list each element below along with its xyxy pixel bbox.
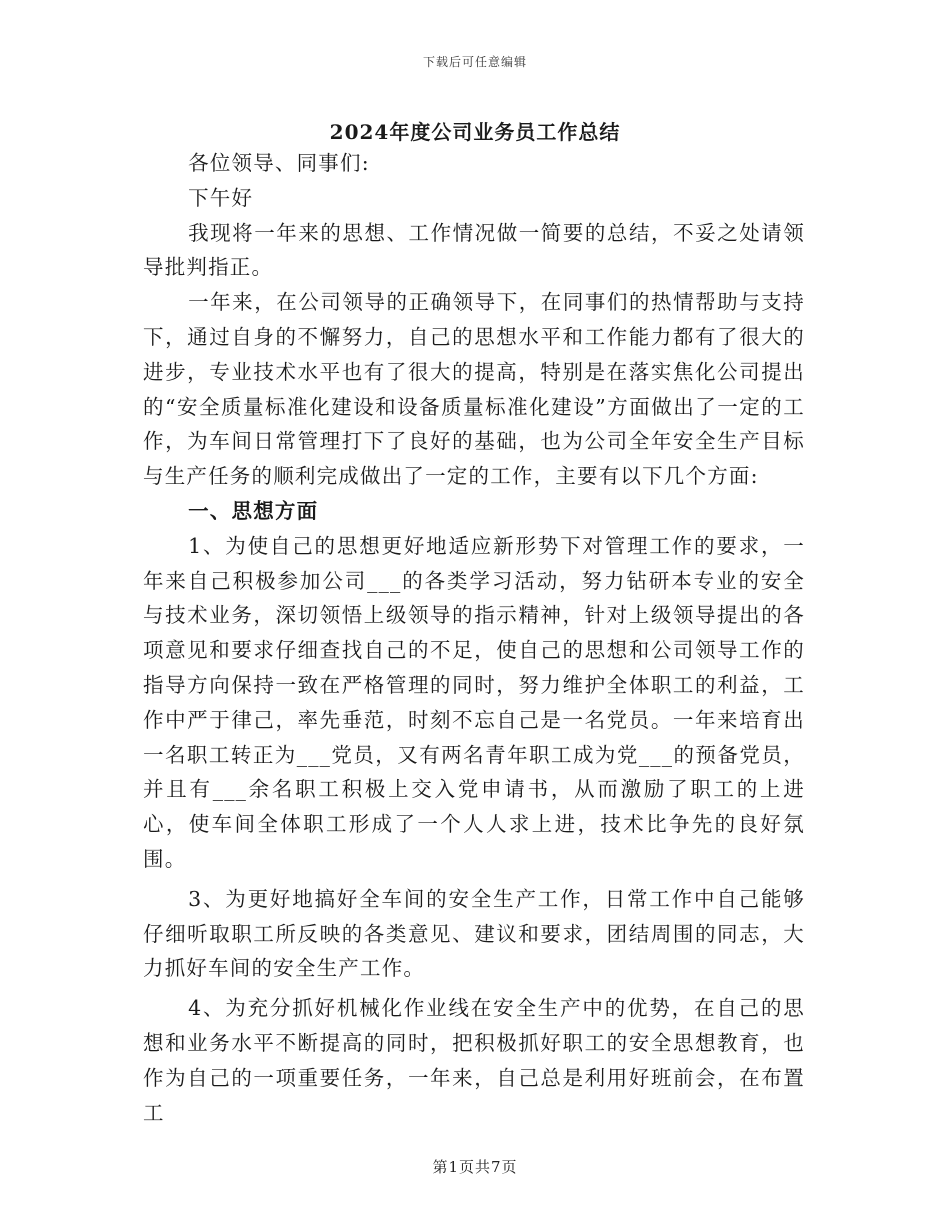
section-heading: 一、思想方面 xyxy=(188,498,319,523)
item-paragraph-3: 3、为更好地搞好全车间的安全生产工作，日常工作中自己能够仔细听取职工所反映的各类意见、建议和要求，团结周围的同志，大力抓好车间的安全生产工作。 xyxy=(143,886,805,981)
document-body xyxy=(143,146,805,1130)
page-title: 2024年度公司业务员工作总结 xyxy=(329,120,621,144)
salutation: 各位领导、同事们: xyxy=(188,151,370,175)
page-number: 第1页共7页 xyxy=(432,1158,518,1176)
overview-paragraph: 一年来，在公司领导的正确领导下，在同事们的热情帮助与支持下，通过自身的不懈努力，自己的思想水平和工作能力都有了很大的进步，专业技术水平也有了很大的提高，特别是在落实焦化公司提出的“安全质量标准化建设和设备质量标准化建设”方面做出了一定的工作，为车间日常管理打下了良好的基础，也为公司全年安全生产目标与生产任务的顺利完成做出了一定的工作，主要有以下几个方面: xyxy=(143,290,805,489)
header-note: 下载后可任意编辑 xyxy=(422,55,527,69)
item-paragraph-4: 4、为充分抓好机械化作业线在安全生产中的优势，在自己的思想和业务水平不断提高的同时，把积极抓好职工的安全思想教育，也作为自己的一项重要任务，一年来，自己总是利用好班前会，在布置工 xyxy=(143,996,805,1125)
intro-paragraph: 我现将一年来的思想、工作情况做一简要的总结，不妥之处请领导批判指正。 xyxy=(143,220,805,280)
item-paragraph-1: 1、为使自己的思想更好地适应新形势下对管理工作的要求，一年来自己积极参加公司___的各类学习活动，努力钻研本专业的安全与技术业务，深切领悟上级领导的指示精神，针对上级领导提出的各项意见和要求仔细查找自己的不足，使自己的思想和公司领导工作的指导方向保持一致在严格管理的同时，努力维护全体职工的利益，工作中严于律己，率先垂范，时刻不忘自己是一名党员。一年来培育出一名职工转正为___党员，又有两名青年职工成为党___的预备党员，并且有___余名职工积极上交入党申请书，从而激励了职工的上进心，使车间全体职工形成了一个人人求上进，技术比争先的良好氛围。 xyxy=(143,533,805,871)
greeting: 下午好 xyxy=(188,185,254,210)
